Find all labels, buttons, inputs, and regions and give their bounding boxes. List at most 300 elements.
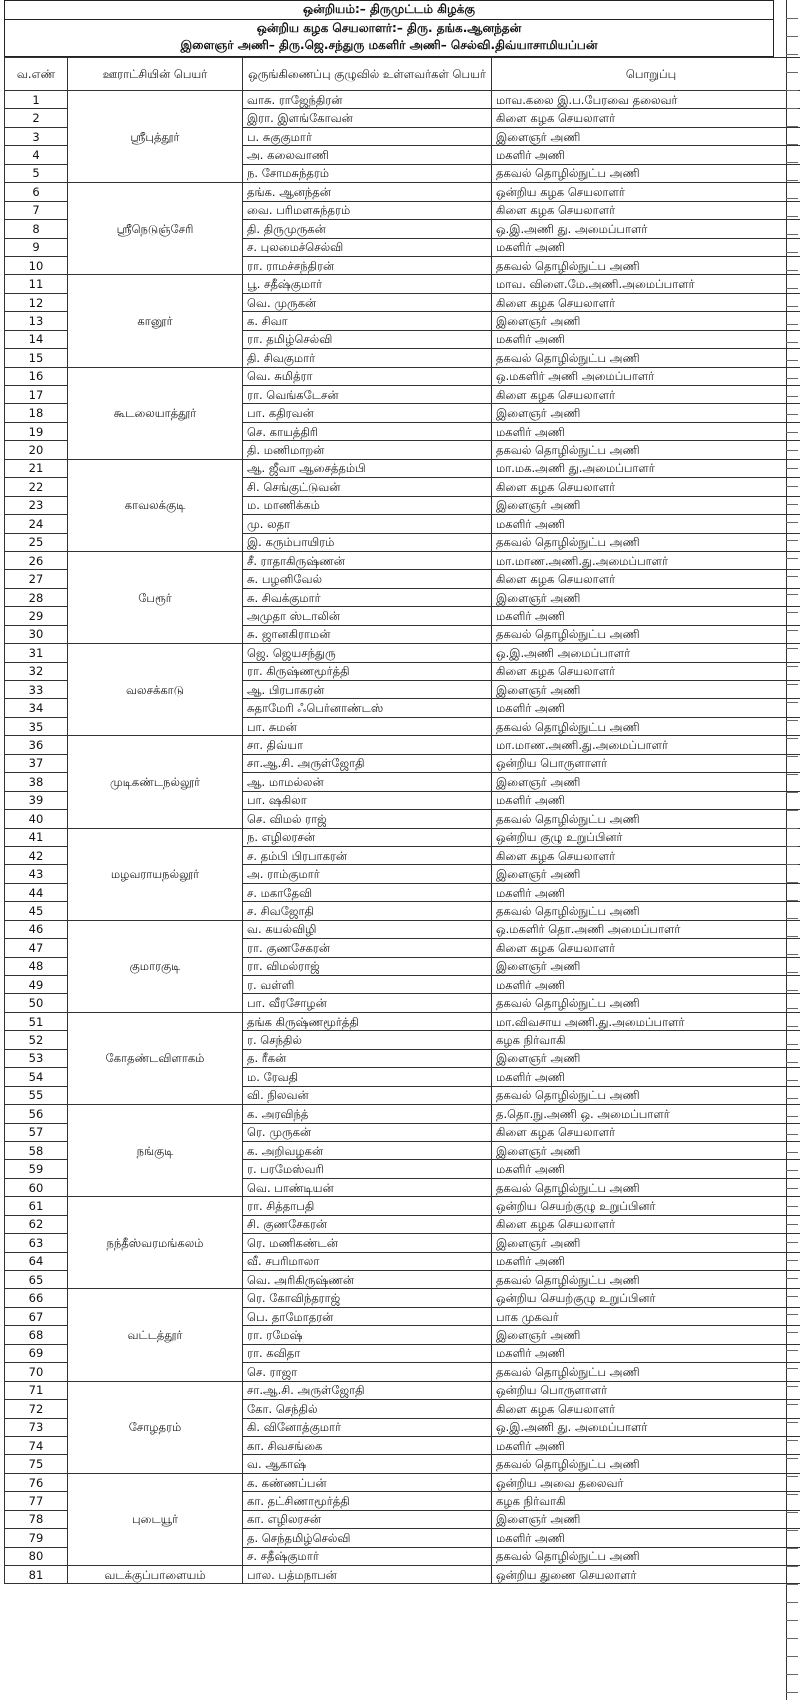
serial-number: 78 [5, 1510, 68, 1528]
adjacent-page-gridline [786, 432, 798, 433]
adjacent-page-gridline [786, 1278, 798, 1279]
member-role: தகவல் தொழில்நுட்ப அணி [492, 441, 800, 459]
member-name: ர. வள்ளி [243, 976, 492, 994]
table-row [5, 183, 800, 201]
serial-number: 25 [5, 533, 68, 551]
adjacent-page-gridline [786, 1044, 798, 1045]
adjacent-page-gridline [786, 306, 798, 307]
serial-number: 14 [5, 330, 68, 348]
serial-number: 44 [5, 883, 68, 901]
adjacent-page-gridline [786, 630, 798, 631]
member-role: கிளை கழக செயலாளர் [492, 478, 800, 496]
member-role: இளைஞர் அணி [492, 1049, 800, 1067]
serial-number: 49 [5, 976, 68, 994]
adjacent-page-gridline [786, 540, 798, 541]
adjacent-page-gridline [786, 1296, 798, 1297]
adjacent-page-gridline [786, 846, 798, 847]
serial-number: 73 [5, 1418, 68, 1436]
serial-number: 81 [5, 1566, 68, 1584]
serial-number: 1 [5, 91, 68, 109]
serial-number: 75 [5, 1455, 68, 1473]
adjacent-page-gridline [786, 1584, 798, 1585]
serial-number: 72 [5, 1400, 68, 1418]
adjacent-page-gridline [786, 1188, 798, 1189]
member-role: மா.மாண.அணி.து.அமைப்பாளர் [492, 736, 800, 754]
adjacent-page-gridline [786, 342, 798, 343]
panchayat-name: புடையூர் [68, 1473, 243, 1565]
serial-number: 63 [5, 1234, 68, 1252]
adjacent-page-gridline [786, 414, 798, 415]
table-row [5, 828, 800, 846]
member-name: ரெ. கோவிந்தராஜ் [243, 1289, 492, 1307]
member-name: ச. மகாதேவி [243, 883, 492, 901]
member-role: இளைஞர் அணி [492, 127, 800, 145]
adjacent-page-gridline [786, 1098, 798, 1099]
adjacent-page-gridline [786, 396, 798, 397]
adjacent-page-gridline [786, 288, 798, 289]
member-name: ரா. கிருஷ்ணமூர்த்தி [243, 662, 492, 680]
member-name: பா. ஷகிலா [243, 791, 492, 809]
member-name: வெ. பாண்டியன் [243, 1178, 492, 1196]
member-role: மகளிர் அணி [492, 1529, 800, 1547]
serial-number: 41 [5, 828, 68, 846]
member-role: கிளை கழக செயலாளர் [492, 1400, 800, 1418]
adjacent-page-gridline [786, 90, 798, 91]
adjacent-page-gridline [786, 1080, 798, 1081]
panchayat-name: மழவராயநல்லூர் [68, 828, 243, 920]
serial-number: 67 [5, 1307, 68, 1325]
member-role: இளைஞர் அணி [492, 957, 800, 975]
adjacent-page-gridline [786, 864, 798, 865]
serial-number: 28 [5, 588, 68, 606]
adjacent-page-gridline [786, 198, 798, 199]
member-name: வீ. சபரிமாலா [243, 1252, 492, 1270]
member-role: மகளிர் அணி [492, 791, 800, 809]
adjacent-page-gridline [786, 648, 798, 649]
member-name: ரா. கவிதா [243, 1344, 492, 1362]
member-name: க. சிவா [243, 312, 492, 330]
serial-number: 32 [5, 662, 68, 680]
member-role: ஒ.மகளிர் தொ.அணி அமைப்பாளர் [492, 920, 800, 938]
adjacent-page-gridline [786, 36, 798, 37]
member-name: கா. தட்சிணாமூர்த்தி [243, 1492, 492, 1510]
adjacent-page-gridline [786, 1026, 798, 1027]
serial-number: 36 [5, 736, 68, 754]
panchayat-name: வடக்குப்பாளையம் [68, 1566, 243, 1584]
member-role: மகளிர் அணி [492, 146, 800, 164]
serial-number: 77 [5, 1492, 68, 1510]
member-role: மகளிர் அணி [492, 883, 800, 901]
member-role: மா.மக.அணி து.அமைப்பாளர் [492, 459, 800, 477]
serial-number: 46 [5, 920, 68, 938]
member-role: இளைஞர் அணி [492, 1326, 800, 1344]
member-role: மகளிர் அணி [492, 976, 800, 994]
member-name: ச. புலமைச்செல்வி [243, 238, 492, 256]
adjacent-page-gridline [786, 1314, 798, 1315]
serial-number: 9 [5, 238, 68, 256]
serial-number: 38 [5, 773, 68, 791]
member-name: பூ. சதீஷ்குமார் [243, 275, 492, 293]
panchayat-name: சோழதரம் [68, 1381, 243, 1473]
member-role: கழக நிர்வாகி [492, 1031, 800, 1049]
serial-number: 45 [5, 902, 68, 920]
member-role: கிளை கழக செயலாளர் [492, 662, 800, 680]
member-name: சீ. ராதாகிருஷ்ணன் [243, 551, 492, 569]
serial-number: 57 [5, 1123, 68, 1141]
member-name: கா. எழிலரசன் [243, 1510, 492, 1528]
member-name: ரா. குணசேகரன் [243, 939, 492, 957]
adjacent-page-gridline [786, 1350, 798, 1351]
member-role: தகவல் தொழில்நுட்ப அணி [492, 1178, 800, 1196]
serial-number: 26 [5, 551, 68, 569]
member-name: ம. மாணிக்கம் [243, 496, 492, 514]
adjacent-page-gridline [786, 234, 798, 235]
member-role: கிளை கழக செயலாளர் [492, 386, 800, 404]
adjacent-page-gridline [786, 1206, 798, 1207]
serial-number: 42 [5, 846, 68, 864]
serial-number: 24 [5, 515, 68, 533]
serial-number: 15 [5, 349, 68, 367]
adjacent-page-gridline [786, 918, 798, 919]
adjacent-page-gridline [786, 738, 798, 739]
table-body [5, 91, 800, 1584]
member-name: தி. மணிமாறன் [243, 441, 492, 459]
member-name: வி. நிலவன் [243, 1086, 492, 1104]
member-name: பா. வீரசோழன் [243, 994, 492, 1012]
serial-number: 64 [5, 1252, 68, 1270]
member-name: மு. லதா [243, 515, 492, 533]
member-name: ஆ. ஜீவா ஆசைத்தம்பி [243, 459, 492, 477]
serial-number: 69 [5, 1344, 68, 1362]
panchayat-name: குமாரகுடி [68, 920, 243, 1012]
member-name: வெ. முருகன் [243, 293, 492, 311]
member-role: தகவல் தொழில்நுட்ப அணி [492, 625, 800, 643]
adjacent-page-gridline [786, 1476, 798, 1477]
adjacent-page-gridline [786, 1332, 798, 1333]
member-role: ஒன்றிய துணை செயலாளர் [492, 1566, 800, 1584]
member-role: இளைஞர் அணி [492, 1510, 800, 1528]
member-name: ரா. ரமேஷ் [243, 1326, 492, 1344]
member-role: கழக நிர்வாகி [492, 1492, 800, 1510]
adjacent-page-gridline [786, 1620, 798, 1621]
table-header-row [5, 58, 800, 91]
adjacent-page-gridline [786, 1134, 798, 1135]
member-role: மா.மாண.அணி.து.அமைப்பாளர் [492, 551, 800, 569]
adjacent-page-gridline [786, 954, 798, 955]
member-role: ஒ.இ.அணி து. அமைப்பாளர் [492, 1418, 800, 1436]
header-officials [4, 19, 774, 57]
member-role: கிளை கழக செயலாளர் [492, 201, 800, 219]
adjacent-page-gridline [786, 774, 798, 775]
member-role: ஒன்றிய குழு உறுப்பினர் [492, 828, 800, 846]
serial-number: 80 [5, 1547, 68, 1565]
adjacent-page-gridline [786, 54, 798, 55]
member-name: பெ. தாமோதரன் [243, 1307, 492, 1325]
serial-number: 66 [5, 1289, 68, 1307]
serial-number: 19 [5, 422, 68, 440]
col-header-role: பொறுப்பு [492, 58, 800, 91]
member-name: வ. கயல்விழி [243, 920, 492, 938]
member-role: மகளிர் அணி [492, 1252, 800, 1270]
table-row [5, 91, 800, 109]
serial-number: 5 [5, 164, 68, 182]
member-name: சு. சிவக்குமார் [243, 588, 492, 606]
adjacent-page-gridline [786, 1224, 798, 1225]
member-role: கிளை கழக செயலாளர் [492, 570, 800, 588]
serial-number: 20 [5, 441, 68, 459]
adjacent-page-border [786, 0, 787, 1700]
adjacent-page-gridline [786, 360, 798, 361]
serial-number: 70 [5, 1363, 68, 1381]
table-row [5, 1381, 800, 1399]
member-name: த. ரீகன் [243, 1049, 492, 1067]
member-role: மகளிர் அணி [492, 1160, 800, 1178]
adjacent-page-gridline [786, 1530, 798, 1531]
adjacent-page-edge [786, 0, 800, 1704]
member-name: ஜெ. ஜெயசந்துரு [243, 644, 492, 662]
serial-number: 48 [5, 957, 68, 975]
member-name: சி. குணசேகரன் [243, 1215, 492, 1233]
adjacent-page-gridline [786, 720, 798, 721]
member-name: ம. ரேவதி [243, 1068, 492, 1086]
adjacent-page-gridline [786, 612, 798, 613]
member-role: ஒன்றிய கழக செயலாளர் [492, 183, 800, 201]
member-name: சா.ஆ.சி. அருள்ஜோதி [243, 754, 492, 772]
member-name: ரெ. முருகன் [243, 1123, 492, 1141]
member-role: ஒ.இ.அணி து. அமைப்பாளர் [492, 220, 800, 238]
member-name: சு. ஜானகிராமன் [243, 625, 492, 643]
member-role: தகவல் தொழில்நுட்ப அணி [492, 1547, 800, 1565]
member-name: க. கண்ணப்பன் [243, 1473, 492, 1491]
member-role: இளைஞர் அணி [492, 312, 800, 330]
serial-number: 52 [5, 1031, 68, 1049]
adjacent-page-gridline [786, 936, 798, 937]
member-role: மகளிர் அணி [492, 699, 800, 717]
adjacent-page-gridline [786, 1008, 798, 1009]
member-name: தி. திருமுருகன் [243, 220, 492, 238]
member-role: இளைஞர் அணி [492, 496, 800, 514]
serial-number: 68 [5, 1326, 68, 1344]
member-role: கிளை கழக செயலாளர் [492, 293, 800, 311]
member-role: இளைஞர் அணி [492, 404, 800, 422]
panchayat-name: பேரூர் [68, 551, 243, 643]
member-name: வ. ஆகாஷ் [243, 1455, 492, 1473]
member-name: ந. எழிலரசன் [243, 828, 492, 846]
adjacent-page-gridline [786, 558, 798, 559]
table-row [5, 736, 800, 754]
adjacent-page-gridline [786, 810, 798, 811]
adjacent-page-gridline [786, 72, 798, 73]
adjacent-page-gridline [786, 1566, 798, 1567]
serial-number: 4 [5, 146, 68, 164]
member-name: ரா. தமிழ்செல்வி [243, 330, 492, 348]
member-name: சுதாமேரி ஃபெர்னாண்டஸ் [243, 699, 492, 717]
col-header-sn: வ.எண் [5, 58, 68, 91]
adjacent-page-gridline [786, 1422, 798, 1423]
member-role: ஒ.மகளிர் அணி அமைப்பாளர் [492, 367, 800, 385]
member-role: இளைஞர் அணி [492, 1234, 800, 1252]
serial-number: 30 [5, 625, 68, 643]
adjacent-page-gridline [786, 792, 798, 793]
member-name: ஆ. பிரபாகரன் [243, 681, 492, 699]
member-role: ஒன்றிய பொருளாளர் [492, 754, 800, 772]
member-role: மாவ. விளை.மே.அணி.அமைப்பாளர் [492, 275, 800, 293]
member-role: ஒன்றிய செயற்குழு உறுப்பினர் [492, 1289, 800, 1307]
serial-number: 53 [5, 1049, 68, 1067]
member-name: தங்க. ஆனந்தன் [243, 183, 492, 201]
serial-number: 55 [5, 1086, 68, 1104]
coordination-committee-sheet [4, 0, 774, 1584]
serial-number: 27 [5, 570, 68, 588]
member-role: மகளிர் அணி [492, 515, 800, 533]
member-role: இளைஞர் அணி [492, 865, 800, 883]
adjacent-page-gridline [786, 1602, 798, 1603]
adjacent-page-gridline [786, 126, 798, 127]
member-name: ப. சுகுகுமார் [243, 127, 492, 145]
adjacent-page-gridline [786, 828, 798, 829]
serial-number: 16 [5, 367, 68, 385]
member-name: ரா. வெங்கடேசன் [243, 386, 492, 404]
adjacent-page-gridline [786, 1170, 798, 1171]
member-role: இளைஞர் அணி [492, 773, 800, 791]
member-role: கிளை கழக செயலாளர் [492, 109, 800, 127]
member-role: தகவல் தொழில்நுட்ப அணி [492, 164, 800, 182]
adjacent-page-gridline [786, 1260, 798, 1261]
serial-number: 58 [5, 1141, 68, 1159]
serial-number: 23 [5, 496, 68, 514]
member-name: கோ. செந்தில் [243, 1400, 492, 1418]
serial-number: 65 [5, 1271, 68, 1289]
adjacent-page-gridline [786, 900, 798, 901]
member-role: தகவல் தொழில்நுட்ப அணி [492, 1455, 800, 1473]
member-role: மகளிர் அணி [492, 1436, 800, 1454]
serial-number: 47 [5, 939, 68, 957]
member-role: த.தொ.நு.அணி ஒ. அமைப்பாளர் [492, 1105, 800, 1123]
adjacent-page-gridline [786, 1368, 798, 1369]
member-name: தங்க கிருஷ்ணமூர்த்தி [243, 1012, 492, 1030]
serial-number: 37 [5, 754, 68, 772]
serial-number: 61 [5, 1197, 68, 1215]
table-row [5, 275, 800, 293]
adjacent-page-gridline [786, 252, 798, 253]
member-name: க. அரவிந்த் [243, 1105, 492, 1123]
serial-number: 17 [5, 386, 68, 404]
serial-number: 43 [5, 865, 68, 883]
serial-number: 71 [5, 1381, 68, 1399]
committee-table [4, 57, 800, 1584]
member-name: வெ. சுமித்ரா [243, 367, 492, 385]
member-role: மா.விவசாய அணி.து.அமைப்பாளர் [492, 1012, 800, 1030]
adjacent-page-gridline [786, 1440, 798, 1441]
adjacent-page-gridline [786, 1242, 798, 1243]
member-name: ரா. சித்தாபதி [243, 1197, 492, 1215]
serial-number: 3 [5, 127, 68, 145]
serial-number: 11 [5, 275, 68, 293]
adjacent-page-gridline [786, 216, 798, 217]
member-name: அ. ராம்குமார் [243, 865, 492, 883]
serial-number: 31 [5, 644, 68, 662]
member-name: அ. கலைவாணி [243, 146, 492, 164]
wing-leaders-line: இளைஞர் அணி– திரு.ஜெ.சந்துரு மகளிர் அணி– செல்வி.திவ்யாசாமியப்பன் [180, 38, 598, 52]
member-role: இளைஞர் அணி [492, 588, 800, 606]
serial-number: 40 [5, 810, 68, 828]
serial-number: 74 [5, 1436, 68, 1454]
serial-number: 10 [5, 256, 68, 274]
member-role: தகவல் தொழில்நுட்ப அணி [492, 1363, 800, 1381]
member-role: தகவல் தொழில்நுட்ப அணி [492, 810, 800, 828]
member-name: ர. பரமேஸ்வரி [243, 1160, 492, 1178]
member-name: வாசு. ராஜேந்திரன் [243, 91, 492, 109]
adjacent-page-gridline [786, 576, 798, 577]
member-role: தகவல் தொழில்நுட்ப அணி [492, 349, 800, 367]
adjacent-page-gridline [786, 1692, 798, 1693]
adjacent-page-gridline [786, 108, 798, 109]
member-name: பா. கதிரவன் [243, 404, 492, 422]
panchayat-name: நந்தீஸ்வரமங்கலம் [68, 1197, 243, 1289]
adjacent-page-gridline [786, 1548, 798, 1549]
serial-number: 56 [5, 1105, 68, 1123]
member-role: பாக முகவர் [492, 1307, 800, 1325]
table-row [5, 459, 800, 477]
member-role: மாவ.கலை இ.ப.பேரவை தலைவர் [492, 91, 800, 109]
member-name: இ. கரும்பாயிரம் [243, 533, 492, 551]
member-name: ச. சதீஷ்குமார் [243, 1547, 492, 1565]
member-role: ஒன்றிய அவை தலைவர் [492, 1473, 800, 1491]
adjacent-page-gridline [786, 1458, 798, 1459]
serial-number: 8 [5, 220, 68, 238]
serial-number: 50 [5, 994, 68, 1012]
adjacent-page-gridline [786, 1152, 798, 1153]
col-header-panchayat: ஊராட்சியின் பெயர் [68, 58, 243, 91]
serial-number: 60 [5, 1178, 68, 1196]
serial-number: 22 [5, 478, 68, 496]
table-row [5, 551, 800, 569]
serial-number: 79 [5, 1529, 68, 1547]
adjacent-page-gridline [786, 324, 798, 325]
serial-number: 6 [5, 183, 68, 201]
panchayat-name: காவலக்குடி [68, 459, 243, 551]
adjacent-page-gridline [786, 1116, 798, 1117]
member-name: சி. செங்குட்டுவன் [243, 478, 492, 496]
member-name: செ. காயத்திரி [243, 422, 492, 440]
member-name: ரெ. மணிகண்டன் [243, 1234, 492, 1252]
col-header-member: ஒருங்கிணைப்பு குழுவில் உள்ளவர்கள் பெயர் [243, 58, 492, 91]
adjacent-page-gridline [786, 144, 798, 145]
member-role: ஒன்றிய செயற்குழு உறுப்பினர் [492, 1197, 800, 1215]
member-role: தகவல் தொழில்நுட்ப அணி [492, 1086, 800, 1104]
member-role: தகவல் தொழில்நுட்ப அணி [492, 1271, 800, 1289]
adjacent-page-gridline [786, 990, 798, 991]
panchayat-name: கானூர் [68, 275, 243, 367]
union-secretary-line: ஒன்றிய கழக செயலாளர்:– திரு. தங்க.ஆனந்தன் [256, 21, 522, 35]
adjacent-page-gridline [786, 504, 798, 505]
adjacent-page-gridline [786, 972, 798, 973]
member-role: மகளிர் அணி [492, 238, 800, 256]
adjacent-page-gridline [786, 378, 798, 379]
union-title: ஒன்றியம்:– திருமுட்டம் கிழக்கு [4, 0, 774, 19]
serial-number: 21 [5, 459, 68, 477]
serial-number: 54 [5, 1068, 68, 1086]
member-name: ரா. விமல்ராஜ் [243, 957, 492, 975]
member-name: கா. சிவசங்கை [243, 1436, 492, 1454]
member-name: பால. பத்மநாபன் [243, 1566, 492, 1584]
member-name: சா. திவ்யா [243, 736, 492, 754]
member-role: தகவல் தொழில்நுட்ப அணி [492, 717, 800, 735]
adjacent-page-gridline [786, 18, 798, 19]
serial-number: 34 [5, 699, 68, 717]
serial-number: 13 [5, 312, 68, 330]
panchayat-name: ஸ்ரீபுத்தூர் [68, 91, 243, 183]
